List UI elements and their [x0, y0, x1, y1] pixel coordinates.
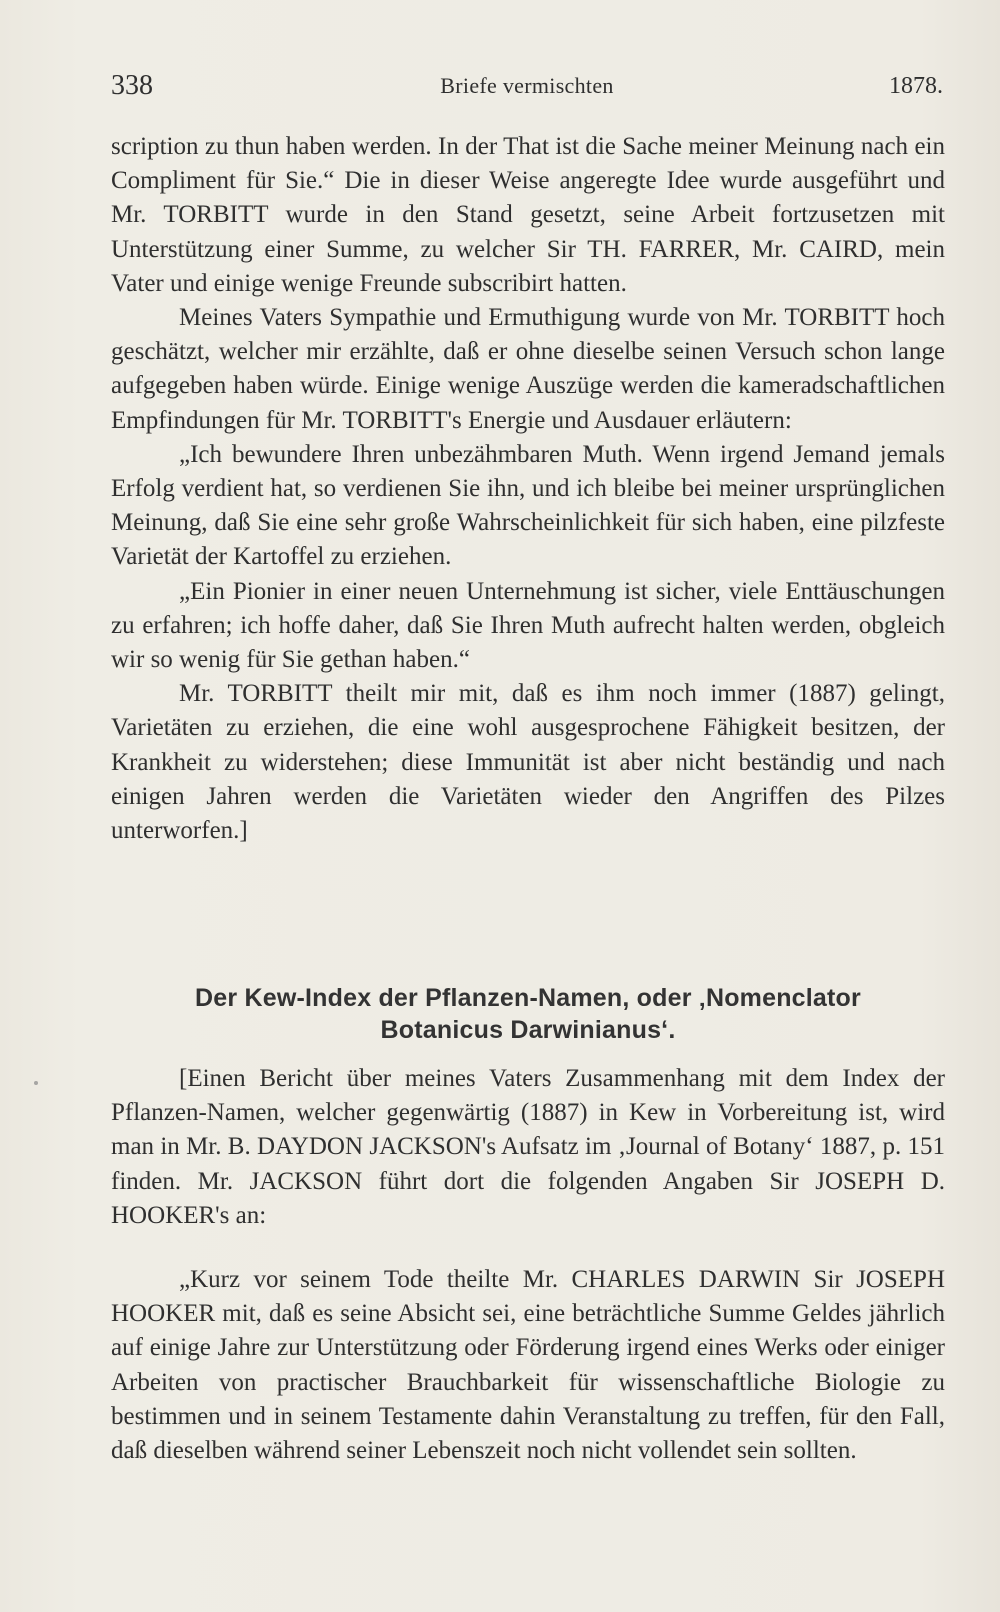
- paragraph-1: scription zu thun haben werden. In der That ist die Sache meiner Meinung nach ein Compliment für Sie.“ Die in dieser Weise angeregte Idee wurde ausgeführt und Mr. TORBITT wurde in den Stand gesetzt, seine Arbeit fortzusetzen mit Unterstützung einer Summe, zu welcher Sir TH. FARRER, Mr. CAIRD, mein Vater und einige wenige Freunde subscribirt hatten.: [111, 133, 945, 297]
- section-title-line-2: Botanicus Darwinianus‘.: [380, 1016, 676, 1044]
- paragraph-2: Meines Vaters Sympathie und Ermuthigung wurde von Mr. TORBITT hoch geschätzt, welcher mir erzählte, daß er ohne dieselbe seinen Versuch schon lange aufgegeben haben würde. Einige wenige Auszüge werden die kameradschaftlichen Empfindungen für Mr. TORBITT's Energie und Ausdauer erläutern:: [111, 304, 945, 434]
- paragraph-5: Mr. TORBITT theilt mir mit, daß es ihm noch immer (1887) gelingt, Varietäten zu erziehen, die eine wohl ausgesprochene Fähigkeit besitzen, der Krankheit zu widerstehen; diese Immunität ist aber nicht beständig und nach einigen Jahren werden die Varietäten wieder den Angriffen des Pilzes unterworfen.]: [111, 680, 945, 845]
- main-text: [111, 130, 945, 848]
- page-number: 338: [111, 70, 153, 101]
- section-paragraph-2: „Kurz vor seinem Tode theilte Mr. CHARLES DARWIN Sir JOSEPH HOOKER mit, daß es seine Absicht sei, eine beträchtliche Summe Geldes jährlich auf einige Jahre zur Unterstützung oder Förderung irgend eines Werks oder einiger Arbeiten von practischer Brauchbarkeit für wissenschaftliche Biologie zu bestimmen und in seinem Testamente dahin Veranstaltung zu treffen, für den Fall, daß dieselben während seiner Lebenszeit noch nicht vollendet sein sollten.: [111, 1266, 945, 1465]
- header-year: 1878.: [889, 73, 943, 99]
- section-title-line-1: Der Kew-Index der Pflanzen-Namen, oder ‚Nomenclator: [195, 984, 861, 1012]
- section-title: [111, 982, 945, 1046]
- paragraph-gap: [111, 1233, 945, 1263]
- margin-dot: [34, 1081, 38, 1085]
- paragraph-4: „Ein Pionier in einer neuen Unternehmung ist sicher, viele Enttäuschungen zu erfahren; ich hoffe daher, daß Sie Ihren Muth aufrecht halten werden, obgleich wir so wenig für Sie gethan haben.“: [111, 577, 945, 674]
- section-body: [111, 1062, 945, 1468]
- section-paragraph-1: [Einen Bericht über meines Vaters Zusammenhang mit dem Index der Pflanzen-Namen, welcher gegenwärtig (1887) in Kew in Vorbereitung ist, wird man in Mr. B. DAYDON JACKSON's Aufsatz im ‚Journal of Botany‘ 1887, p. 151 finden. Mr. JACKSON führt dort die folgenden Angaben Sir JOSEPH D. HOOKER's an:: [111, 1065, 945, 1229]
- running-title: Briefe vermischten: [440, 73, 614, 98]
- page-header: [111, 66, 943, 106]
- paragraph-3: „Ich bewundere Ihren unbezähmbaren Muth. Wenn irgend Jemand jemals Erfolg verdient hat, so verdienen Sie ihn, und ich bleibe bei meiner ursprünglichen Meinung, daß Sie eine sehr große Wahrscheinlichkeit für sich haben, eine pilzfeste Varietät der Kartoffel zu erziehen.: [111, 440, 945, 571]
